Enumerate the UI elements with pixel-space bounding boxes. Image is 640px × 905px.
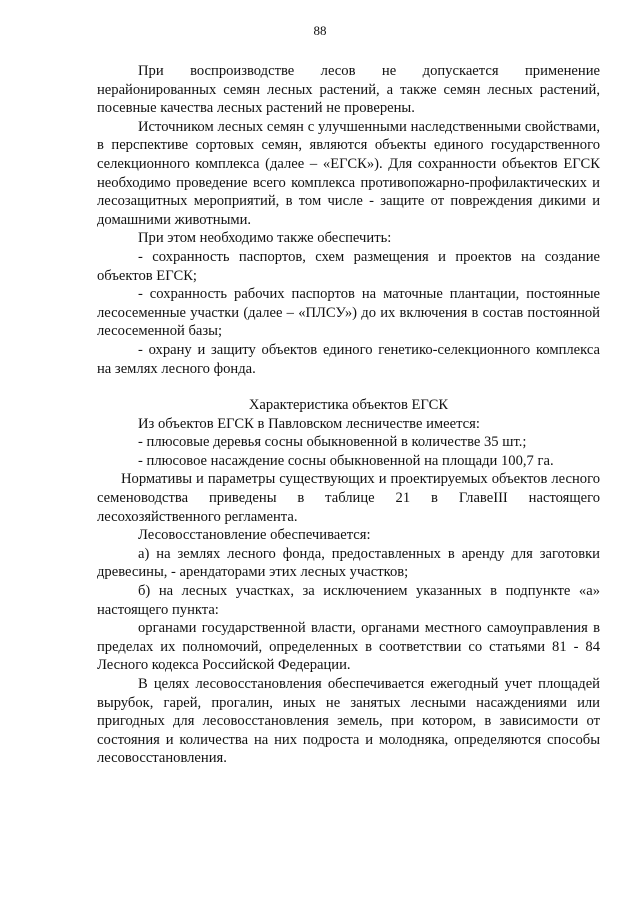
list-item: б) на лесных участках, за исключением указанных в подпункте «а» настоящего пункта: bbox=[97, 583, 600, 618]
list-item: - плюсовое насаждение сосны обыкновенной на площади 100,7 га. bbox=[138, 452, 554, 469]
paragraph: Источником лесных семян с улучшенными наследственными свойствами, в перспективе сортовых семян, являются объекты единого государственного селекционного комплекса (далее – «ЕГСК»). Для сохранности объектов ЕГСК необходимо проведение всего комплекса противопожарно-профилактических и лесозащитных мероприятий, в том числе - защите от повреждения дикими и домашними животными. bbox=[97, 118, 600, 228]
paragraph: Из объектов ЕГСК в Павловском лесничестве имеется: bbox=[138, 415, 480, 432]
list-item: - охрану и защиту объектов единого генетико-селекционного комплекса на землях лесного фонда. bbox=[97, 341, 600, 377]
list-item: - плюсовые деревья сосны обыкновенной в количестве 35 шт.; bbox=[138, 434, 527, 451]
paragraph: Лесовосстановление обеспечивается: bbox=[138, 527, 371, 544]
paragraph: В целях лесовосстановления обеспечивается ежегодный учет площадей вырубок, гарей, прогалин, иных не занятых лесными насаждениями или пригодных для лесовосстановления земель, при котором, в зависимости от состояния и количества на них подроста и молодняка, определяются способы лесовосстановления. bbox=[97, 676, 600, 767]
page-number: 88 bbox=[313, 23, 327, 38]
document-body bbox=[97, 62, 600, 768]
list-item: - сохранность паспортов, схем размещения и проектов на создание объектов ЕГСК; bbox=[97, 248, 600, 284]
paragraph: органами государственной власти, органами местного самоуправления в пределах их полномочий, определенных в соответствии со статьями 81 - 84 Лесного кодекса Российской Федерации. bbox=[97, 620, 600, 674]
paragraph: При этом необходимо также обеспечить: bbox=[138, 230, 392, 247]
paragraph: При воспроизводстве лесов не допускается применение нерайонированных семян лесных растений, а также семян лесных растений, посевные качества лесных растений не проверены. bbox=[97, 63, 600, 117]
section-heading: Характеристика объектов ЕГСК bbox=[248, 397, 449, 414]
list-item: - сохранность рабочих паспортов на маточные плантации, постоянные лесосеменные участки (далее – «ПЛСУ») до их включения в состав постоянной лесосеменной базы; bbox=[97, 286, 600, 340]
list-item: а) на землях лесного фонда, предоставленных в аренду для заготовки древесины, - арендаторами этих лесных участков; bbox=[97, 545, 600, 581]
paragraph: Нормативы и параметры существующих и проектируемых объектов лесного семеноводства приведены в таблице 21 в ГлавеIII настоящего лесохозяйственного регламента. bbox=[97, 471, 600, 525]
